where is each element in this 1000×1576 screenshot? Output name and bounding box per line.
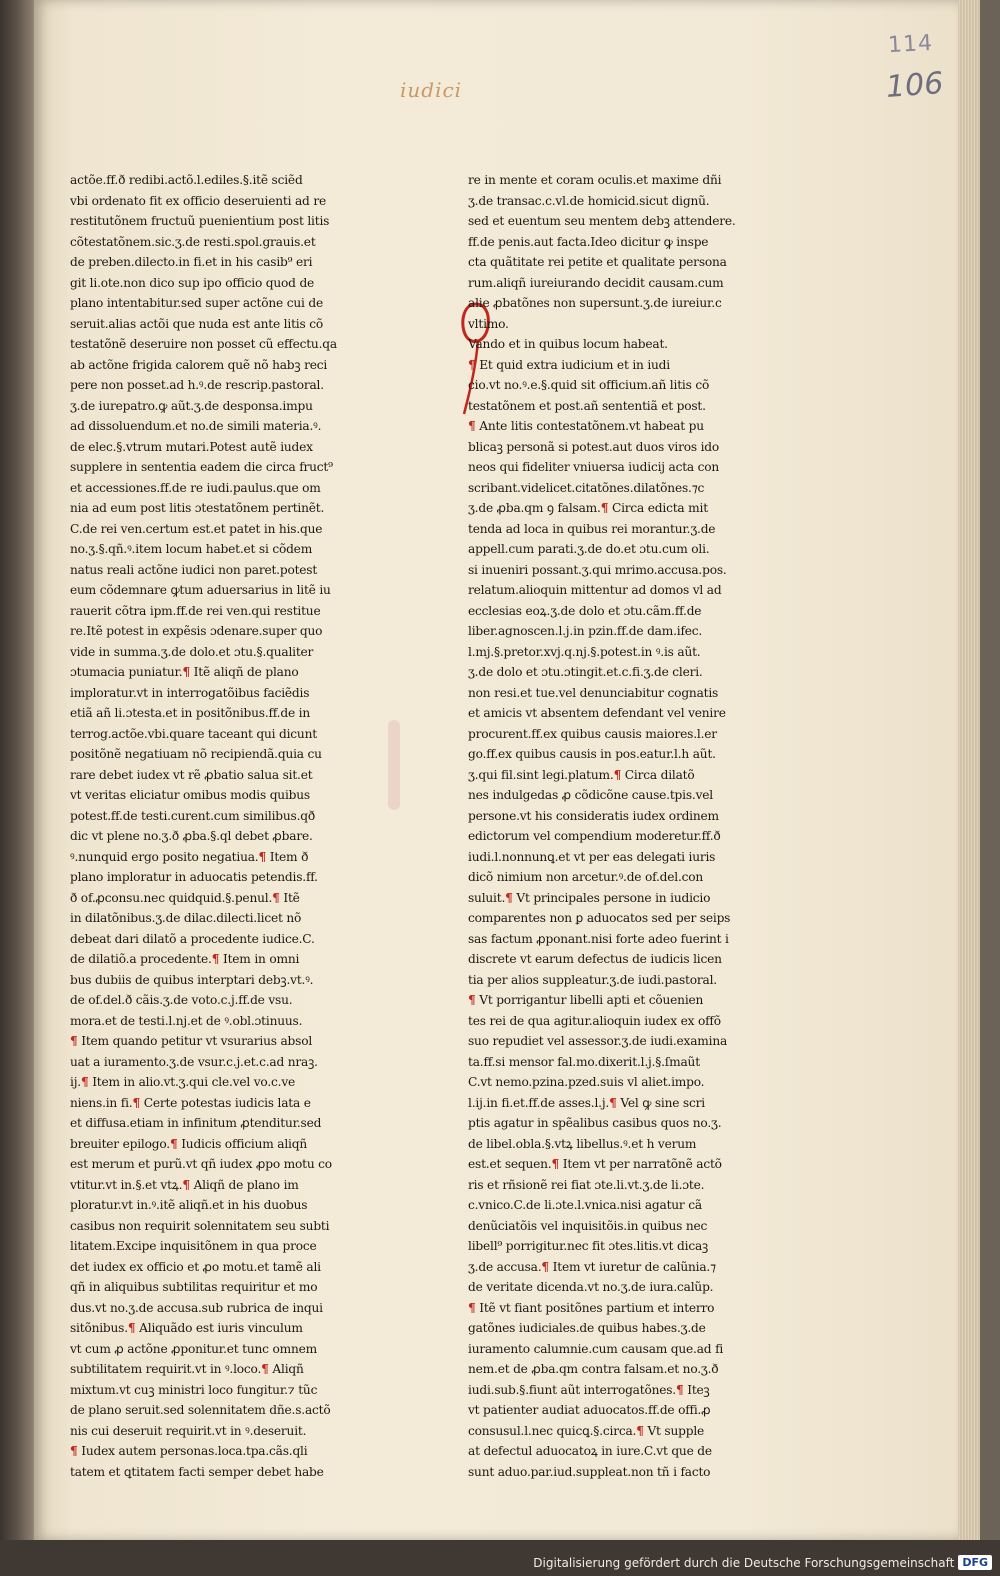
text-line: ɔtumacia puniatur.¶ Itẽ aliqñ de plano — [70, 665, 299, 679]
text-line: neos qui fideliter vniuersa iudicij acta con — [468, 460, 720, 474]
text-line: ʒ.qui fil.sint legi.platum.¶ Circa dilatõ — [468, 767, 695, 782]
text-line: ff.de penis.aut facta.Ideo dicitur ꝙ inspe — [468, 234, 709, 249]
text-line: scribant.videlicet.citatõnes.dilatõnes.⁊c — [468, 480, 705, 495]
paragraph-mark-icon: ¶ — [675, 1382, 684, 1397]
text-line: edictorum vel compendium moderetur.ff.ð — [468, 829, 721, 843]
text-line: niens.in fi.¶ Certe potestas iudicis lata e — [70, 1095, 311, 1110]
text-line: dicõ nimium non arcetur.ꝰ.de of.del.con — [468, 870, 704, 884]
text-line: ꝰ.nunquid ergo posito negatiua.¶ Item ð — [70, 849, 309, 864]
text-line: bus dubiis de quibus interptari debꝫ.vt.ꝰ. — [70, 972, 314, 987]
text-line: potest.ff.de testi.curent.cum similibus.qð — [70, 808, 316, 823]
text-line: l.mj.§.pretor.xvj.q.nj.§.potest.in ꝰ.is aũt. — [468, 644, 701, 659]
paragraph-mark-icon: ¶ — [600, 501, 609, 515]
text-line: tia per alios suppleatur.ʒ.de iudi.pastoral. — [468, 972, 717, 987]
text-line: sas factum ꝓponant.nisi forte adeo fuerint i — [468, 931, 729, 946]
running-head: iudici — [400, 78, 463, 102]
text-line: ¶ Et quid extra iudicium et in iudi — [468, 357, 670, 372]
text-line: libell⁹ porrigitur.nec fit ɔtes.litis.vt dicaꝫ — [468, 1239, 709, 1253]
text-line: re.Itẽ potest in expẽsis ɔdenare.super quo — [70, 624, 323, 638]
text-line: plano intentabitur.sed super actõne cui de — [70, 296, 323, 310]
text-line: discrete vt earum defectus de iudicis licen — [468, 952, 722, 966]
paragraph-mark-icon: ¶ — [468, 1300, 476, 1315]
text-line: actõe.ff.ð redibi.actõ.l.ediles.§.itẽ sciẽd — [70, 173, 303, 187]
text-line: mora.et de testi.l.nj.et de ꝰ.obl.ɔtinuus. — [70, 1013, 303, 1028]
text-line: positõnẽ negatiuam nõ recipiendã.quia cu — [70, 747, 322, 761]
text-line: de dilatiõ.a procedente.¶ Item in omni — [70, 952, 300, 966]
text-line: plano imploratur in aduocatis petendis.ff. — [70, 870, 318, 884]
text-line: si inueniri possant.ʒ.qui mrimo.accusa.pos. — [468, 562, 727, 577]
text-line: ¶ Vt porrigantur libelli apti et cõuenien — [468, 993, 704, 1007]
paragraph-mark-icon: ¶ — [541, 1259, 549, 1274]
text-line: ecclesias eoꝝ.ʒ.de dolo et ɔtu.cãm.ff.de — [468, 603, 702, 618]
text-line: ta.ff.si mensor fal.mo.dixerit.l.j.§.ſmaũt — [468, 1054, 700, 1069]
text-line: tatem et ꝗtitatem facti semper debet habe — [70, 1464, 324, 1479]
text-line: seruit.alias actõi que nuda est ante litis cõ — [70, 316, 323, 331]
text-line: iuramento calumnie.cum causam que.ad fi — [468, 1341, 724, 1356]
text-line: suo repudiet vel assessor.ʒ.de iudi.examina — [468, 1034, 728, 1048]
text-line: consusul.l.nec quicꝗ.§.circa.¶ Vt supple — [468, 1423, 705, 1438]
paragraph-mark-icon: ¶ — [80, 1075, 89, 1089]
paragraph-mark-icon: ¶ — [70, 1444, 78, 1458]
paragraph-mark-icon: ¶ — [505, 890, 513, 905]
text-line: ʒ.de dolo et ɔtu.ɔtingit.et.c.fi.ʒ.de cleri. — [468, 665, 703, 679]
text-line: ris et rñsionẽ rei fiat ɔte.li.vt.ʒ.de li.ɔte. — [468, 1177, 705, 1192]
paragraph-mark-icon: ¶ — [211, 952, 220, 966]
text-line: vide in summa.ʒ.de dolo.et ɔtu.§.qualiter — [70, 644, 314, 659]
text-line: re in mente et coram oculis.et maxime dñi — [468, 173, 722, 187]
text-line: comparentes non ꝑ aduocatos sed per seips — [468, 911, 731, 925]
text-line: debeat dari dilatõ a procedente iudice.C. — [70, 931, 315, 946]
text-line: de plano seruit.sed solennitatem dñe.s.actõ — [70, 1403, 331, 1417]
text-line: gatõnes iudiciales.de quibus habes.ʒ.de — [468, 1321, 706, 1335]
text-line: dic vt plene no.ʒ.ð ꝓba.§.ql debet ꝓbare. — [70, 829, 313, 843]
text-line: vt veritas eliciatur omibus modis quibus — [70, 788, 310, 802]
text-line: c.vnico.C.de li.ɔte.l.vnica.nisi agatur cã — [468, 1198, 702, 1212]
text-line: uat a iuramento.ʒ.de vsur.c.j.et.c.ad nraꝫ. — [70, 1054, 318, 1069]
text-line: ij.¶ Item in alio.vt.ʒ.qui cle.vel vo.c.ve — [70, 1075, 296, 1089]
text-line: litatem.Excipe inquisitõnem in qua proce — [70, 1239, 317, 1253]
text-line: pere non posset.ad h.ꝰ.de rescrip.pastoral. — [70, 378, 324, 392]
text-line: rare debet iudex vt rẽ ꝓbatio salua sit.et — [70, 767, 313, 782]
text-line: eum cõdemnare ꝙtum aduersarius in litẽ iu — [70, 583, 331, 597]
text-line: ʒ.de transac.c.vl.de homicid.sicut dignũ. — [468, 193, 710, 208]
text-line: est.et sequen.¶ Item vt per narratõnẽ actõ — [468, 1157, 722, 1171]
text-line: vtitur.vt in.§.et vtꝝ.¶ Aliqñ de plano im — [70, 1177, 299, 1192]
text-line: etiã añ li.ɔtesta.et in positõnibus.ff.de in — [70, 706, 310, 720]
text-line: tenda ad loca in quibus rei morantur.ʒ.de — [468, 521, 716, 536]
text-line: testatõnem et post.añ sententiã et post. — [468, 398, 706, 413]
text-line: restitutõnem fructuũ puenientium post litis — [70, 214, 330, 228]
paragraph-mark-icon: ¶ — [258, 849, 267, 864]
paragraph-mark-icon: ¶ — [468, 419, 476, 433]
text-line: ad dissoluendum.et no.de simili materia.ꝰ. — [70, 419, 322, 433]
paragraph-mark-icon: ¶ — [613, 767, 622, 782]
text-line: cõtestatõnem.sic.ʒ.de resti.spol.grauis.et — [70, 234, 316, 249]
text-line: ʒ.de ꝓba.qm ꝯ falsam.¶ Circa edicta mit — [468, 501, 708, 515]
text-line: vbi ordenato fit ex officio deseruienti ad re — [70, 193, 326, 208]
text-line: natus reali actõne iudici non paret.potest — [70, 562, 318, 577]
text-line: testatõnẽ deseruire non posset cũ effectu.qa — [70, 337, 337, 351]
text-column-left — [70, 170, 390, 1482]
text-line: ¶ Item quando petitur vt vsurarius absol — [70, 1034, 313, 1048]
text-line: dus.vt no.ʒ.de accusa.sub rubrica de inqui — [70, 1300, 323, 1315]
paragraph-mark-icon: ¶ — [70, 1034, 78, 1048]
text-line: supplere in sententia eadem die circa fruct⁹ — [70, 460, 333, 474]
text-line: det iudex ex officio et ꝓo motu.et tamẽ ali — [70, 1259, 321, 1274]
text-line: alie ꝓbatõnes non supersunt.ʒ.de iureiur.c — [468, 296, 722, 310]
text-line: ptis agatur in spẽalibus casibus quos no.ʒ. — [468, 1116, 722, 1130]
paragraph-mark-icon: ¶ — [272, 890, 280, 905]
text-line: ʒ.de accusa.¶ Item vt iuretur de calũnia.⁊ — [468, 1259, 716, 1274]
footer-bar — [0, 1540, 1000, 1576]
text-line: C.vt nemo.pzina.pzed.suis vl aliet.impo. — [468, 1075, 705, 1089]
text-line: nes indulgedas ꝓ cõdicõne cause.tpis.vel — [468, 788, 713, 802]
text-line: est merum et purũ.vt qñ iudex ꝓpo motu co — [70, 1157, 332, 1171]
text-line: de elec.§.vtrum mutari.Potest autẽ iudex — [70, 439, 313, 454]
folio-number: 106 — [884, 66, 945, 105]
text-line: de of.del.ð cãis.ʒ.de voto.c.j.ff.de vsu. — [70, 993, 293, 1007]
text-line: casibus non requirit solennitatem seu subti — [70, 1218, 330, 1233]
text-line: ¶ Ante litis contestatõnem.vt habeat pu — [468, 419, 704, 433]
text-line: non resi.et tue.vel denunciabitur cognatis — [468, 685, 719, 700]
text-line: git li.ote.non dico sup ipo officio quod de — [70, 275, 315, 290]
paragraph-mark-icon: ¶ — [468, 993, 476, 1007]
text-line: et amicis vt absentem defendant vel venire — [468, 706, 726, 720]
text-line: relatum.alioquin mittentur ad domos vl ad — [468, 583, 722, 597]
text-line: at defectul aduocatoꝝ in iure.C.vt que de — [468, 1444, 712, 1458]
text-line: blicaꝫ personã si potest.aut duos viros ido — [468, 439, 720, 454]
credit-text: Digitalisierung gefördert durch die Deutsche Forschungsgemeinschaft — [533, 1555, 955, 1570]
text-line: sed et euentum seu mentem debꝫ attendere. — [468, 214, 736, 228]
text-line: qñ in aliquibus subtilitas requiritur et mo — [70, 1280, 318, 1294]
digitization-credit — [533, 1555, 992, 1570]
text-line: terrog.actõe.vbi.quare taceant qui dicunt — [70, 726, 317, 741]
text-line: ð of.ꝓconsu.nec quidquid.§.penul.¶ Itẽ — [70, 890, 300, 905]
text-line: tes rei de qua agitur.alioquin iudex ex offõ — [468, 1013, 721, 1028]
text-line: iudi.sub.§.fiunt aũt interrogatõnes.¶ Iteꝫ — [468, 1382, 710, 1397]
text-line: nem.et de ꝓba.qm contra falsam.et no.ʒ.ð — [468, 1362, 719, 1376]
text-line: vt patienter audiat aduocatos.ff.de offi.ꝓ — [468, 1403, 711, 1417]
text-line: liber.agnoscen.l.j.in pzin.ff.de dam.ifec. — [468, 624, 703, 638]
paragraph-mark-icon: ¶ — [132, 1095, 141, 1110]
text-line: rum.aliqñ iureiurando decidit causam.cum — [468, 275, 724, 290]
text-line: sitõnibus.¶ Aliquãdo est iuris vinculum — [70, 1321, 303, 1335]
folio-number-top: 114 — [887, 30, 934, 59]
dfg-logo-icon: DFG — [958, 1555, 992, 1570]
text-line: C.de rei ven.certum est.et patet in his.que — [70, 521, 323, 536]
paragraph-mark-icon: ¶ — [261, 1362, 269, 1376]
text-line: nia ad eum post litis ɔtestatõnem pertinẽt. — [70, 501, 325, 515]
paragraph-mark-icon: ¶ — [636, 1423, 644, 1438]
text-line: denũciatõis vel inquisitõis.in quibus nec — [468, 1218, 708, 1233]
text-line: ab actõne frigida calorem quẽ nõ habꝫ reci — [70, 357, 328, 372]
text-line: suluit.¶ Vt principales persone in iudicio — [468, 890, 711, 905]
text-line: no.ʒ.§.qñ.ꝰ.item locum habet.et si cõdem — [70, 542, 313, 556]
text-line: procurent.ff.ex quibus causis maiores.l.er — [468, 726, 717, 741]
text-line: breuiter epilogo.¶ Iudicis officium aliqñ — [70, 1136, 307, 1151]
text-column-right — [468, 170, 788, 1482]
paragraph-mark-icon: ¶ — [468, 357, 476, 372]
text-line: go.ff.ex quibus causis in pos.eatur.l.h aũt. — [468, 747, 716, 761]
text-line: mixtum.vt cuꝫ ministri loco fungitur.⁊ tũc — [70, 1382, 318, 1397]
text-line: ʒ.de iurepatro.ꝙ aũt.ʒ.de desponsa.impu — [70, 398, 313, 413]
page-edges — [958, 0, 980, 1545]
text-line: appell.cum parati.ʒ.de do.et ɔtu.cum oli. — [468, 542, 710, 556]
text-line: cta quãtitate rei petite et qualitate persona — [468, 255, 727, 269]
paragraph-mark-icon: ¶ — [127, 1321, 136, 1335]
text-line: nis cui deseruit requirit.vt in ꝰ.deseruit. — [70, 1423, 307, 1438]
text-line: cio.vt no.ꝰ.e.§.quid sit officium.añ litis cõ — [468, 378, 710, 392]
paragraph-mark-icon: ¶ — [169, 1136, 178, 1151]
text-line: de libel.obla.§.vtꝝ libellus.ꝰ.et h verum — [468, 1136, 697, 1151]
text-line: Vando et in quibus locum habeat. — [468, 337, 668, 351]
paragraph-mark-icon: ¶ — [551, 1157, 560, 1171]
text-line: in dilatõnibus.ʒ.de dilac.dilecti.licet nõ — [70, 911, 302, 925]
text-line: de preben.dilecto.in fi.et in his casib⁹ eri — [70, 255, 313, 269]
text-line: vt cum ꝓ actõne ꝓponitur.et tunc omnem — [70, 1341, 317, 1356]
text-line: et diffusa.etiam in infinitum ꝓtenditur.sed — [70, 1116, 322, 1130]
text-line: de veritate dicenda.vt no.ʒ.de iura.calũp. — [468, 1280, 714, 1294]
paragraph-mark-icon: ¶ — [609, 1095, 617, 1110]
text-line: sunt aduo.par.iud.suppleat.non tñ i facto — [468, 1464, 711, 1479]
text-line: persone.vt his consideratis iudex ordinem — [468, 808, 719, 823]
text-line: rauerit cõtra ipm.ff.de rei ven.qui restitue — [70, 603, 321, 618]
text-line: subtilitatem requirit.vt in ꝰ.loco.¶ Aliqñ — [70, 1362, 304, 1376]
paragraph-mark-icon: ¶ — [182, 665, 190, 679]
text-line: ploratur.vt in.ꝰ.itẽ aliqñ.et in his duobus — [70, 1198, 308, 1212]
text-line: ¶ Itẽ vt fiant positõnes partium et interro — [468, 1300, 715, 1315]
text-line: vltimo. — [468, 316, 509, 331]
paragraph-mark-icon: ¶ — [182, 1177, 190, 1192]
text-line: ¶ Iudex autem personas.loca.tpa.cãs.qli — [70, 1444, 308, 1458]
text-line: iudi.l.nonnunꝗ.et vt per eas delegati iuris — [468, 849, 716, 864]
text-line: et accessiones.ff.de re iudi.paulus.que om — [70, 480, 321, 495]
text-line: l.ij.in fi.et.ff.de asses.l.j.¶ Vel ꝙ sine scri — [468, 1095, 705, 1110]
text-line: imploratur.vt in interrogatõibus faciẽdis — [70, 685, 310, 700]
